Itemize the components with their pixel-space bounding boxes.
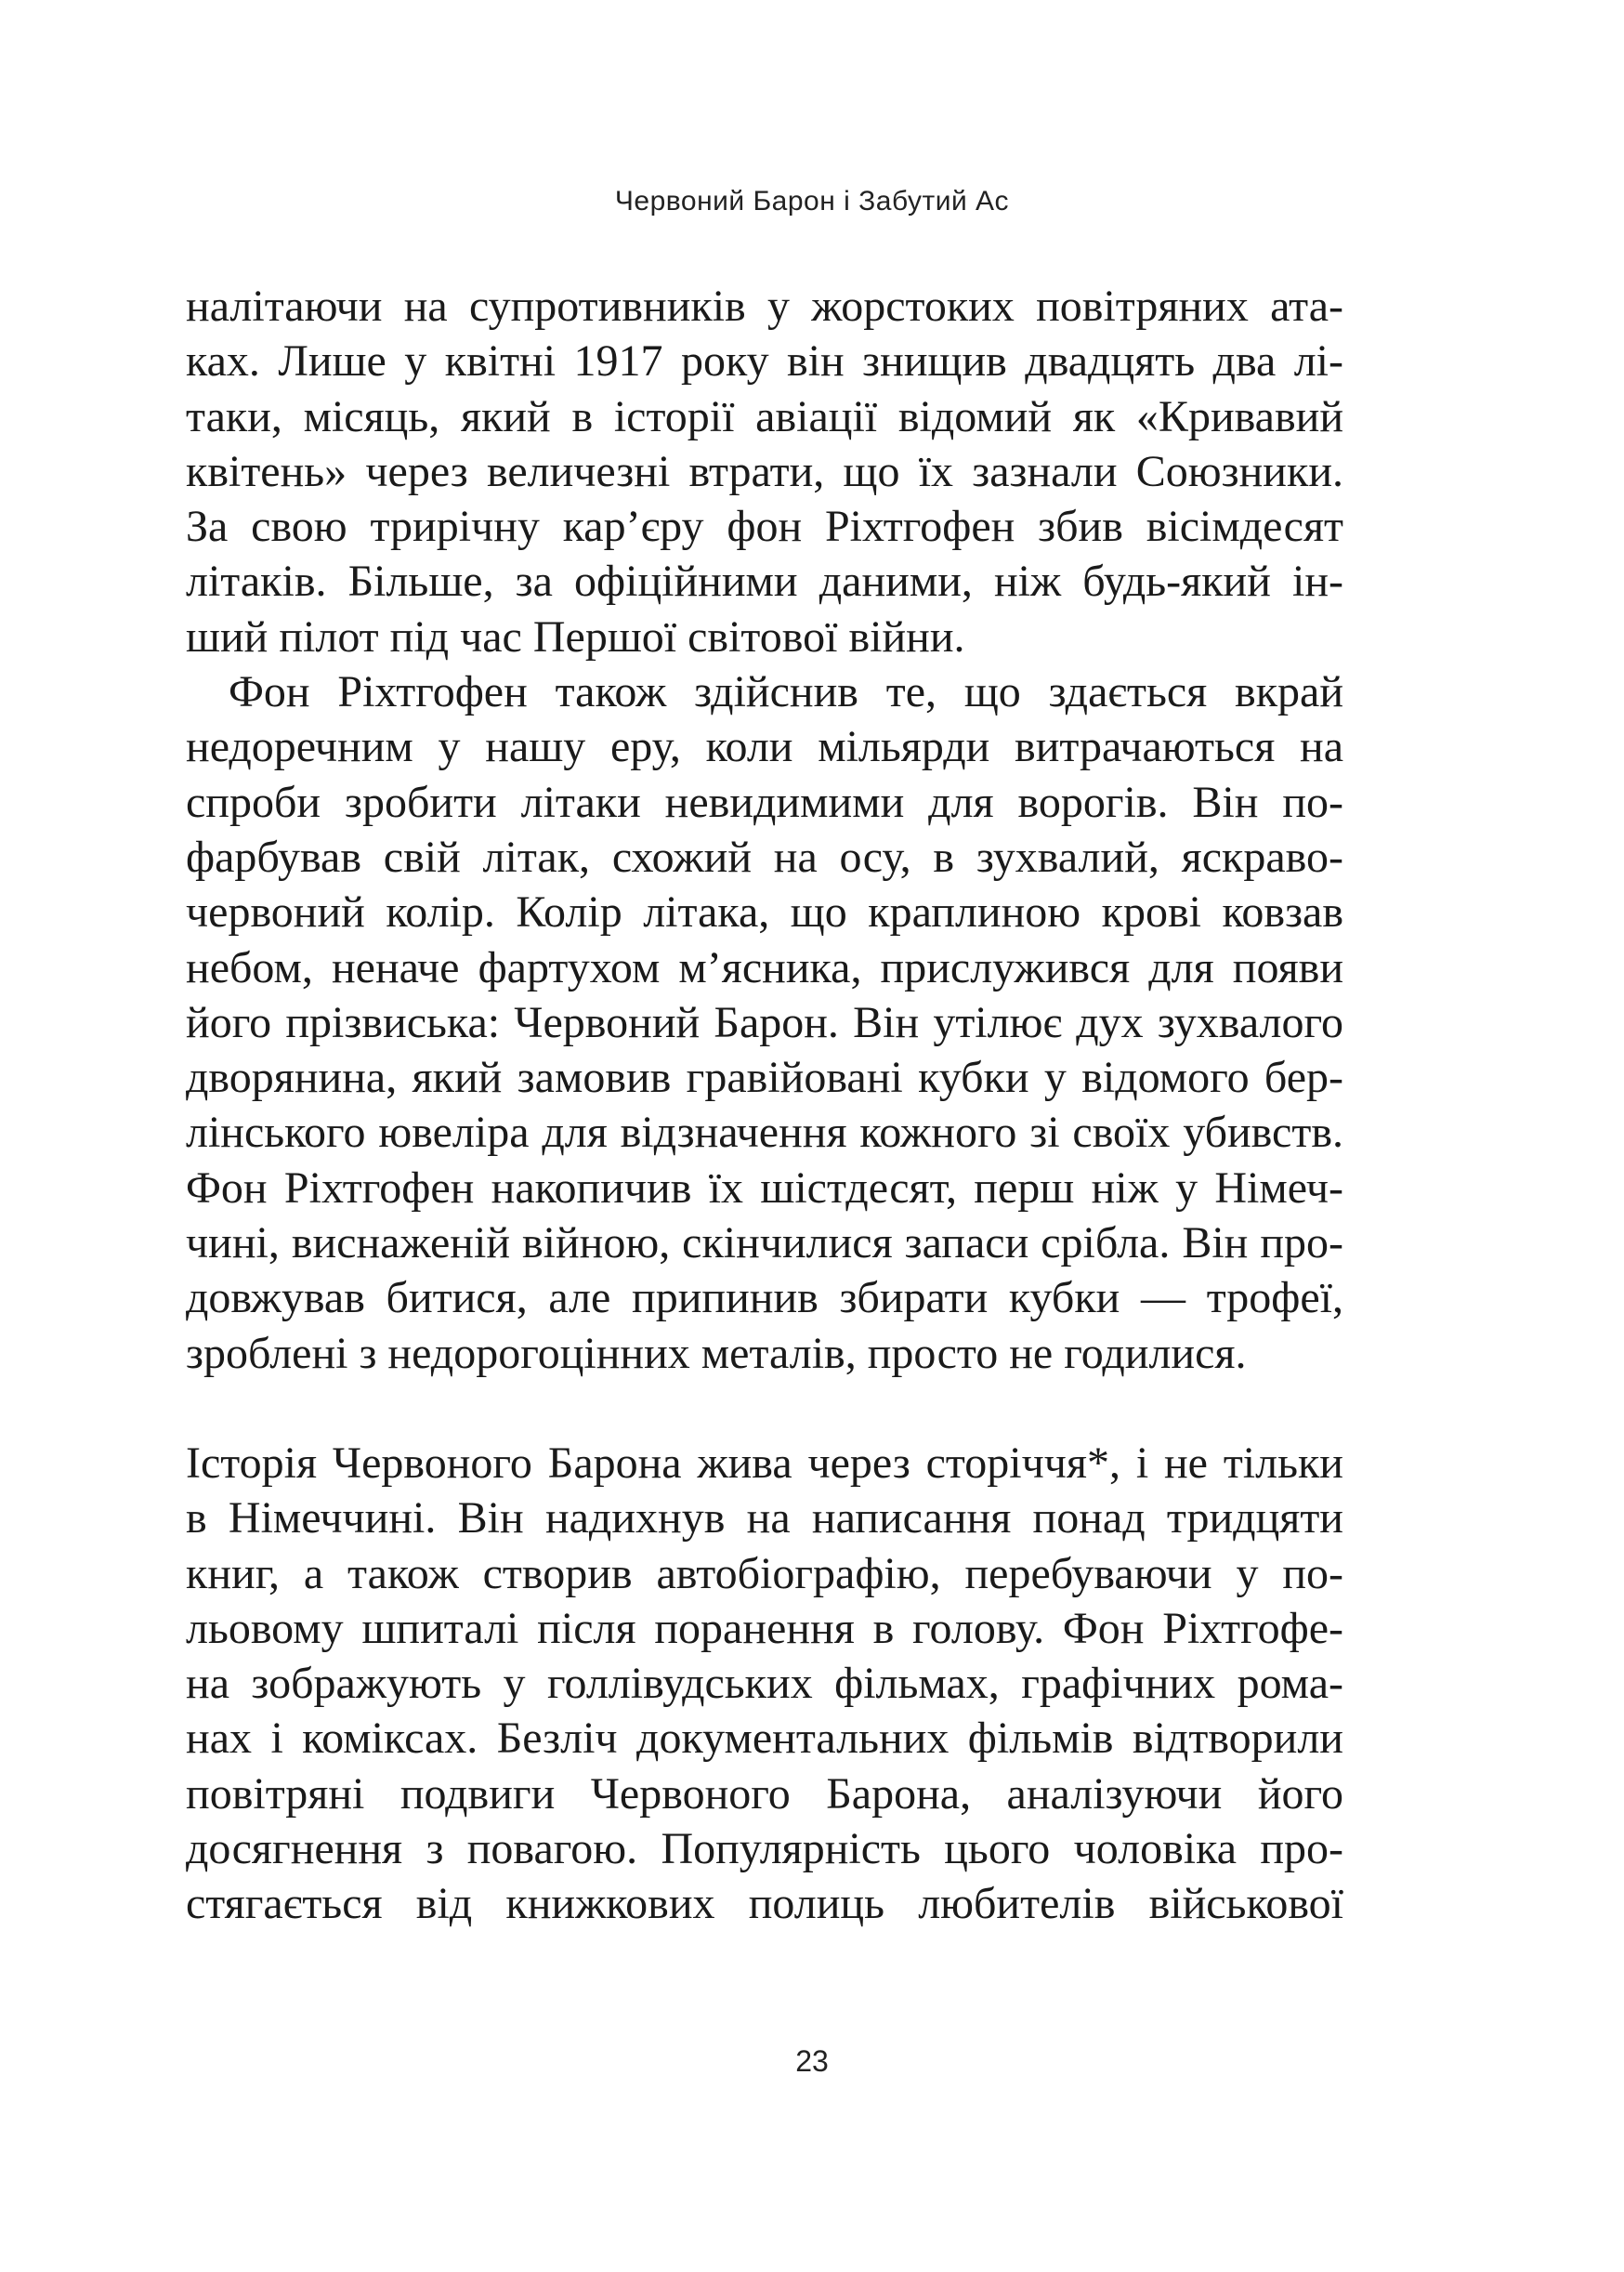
text-line: стягається від книжкових полиць любителів військової [186,1879,1343,1929]
text-line: зроблені з недорогоцінних металів, просто не годилися. [186,1328,1247,1378]
text-line: на зображують у голлівудських фільмах, графічних рома- [186,1659,1343,1709]
text-line: довжував битися, але припинив збирати кубки — трофеї, [186,1273,1343,1323]
text-line: налітаючи на супротивників у жорстоких повітряних ата- [186,282,1343,331]
text-line: небом, неначе фартухом м’ясника, прислужився для появи [186,942,1343,992]
text-line: спроби зробити літаки невидимими для ворогів. Він по- [186,777,1343,827]
text-line: літаків. Більше, за офіційними даними, ніж будь-який ін- [186,557,1343,607]
text-line: чині, виснаженій війною, скінчилися запаси срібла. Він про- [186,1218,1343,1268]
section-break [186,1381,1343,1436]
text-line: досягнення з повагою. Популярність цього чоловіка про- [186,1824,1343,1874]
body-text [186,279,1343,1932]
paragraph-1 [186,279,1343,664]
text-line: ший пілот під час Першої світової війни. [186,611,965,662]
text-line: недоречним у нашу еру, коли мільярди витрачаються на [186,722,1343,772]
text-line: Фон Ріхтгофен також здійснив те, що здається вкрай [229,667,1343,717]
text-line: червоний колір. Колір літака, що краплиною крові ковзав [186,887,1343,938]
text-line: Фон Ріхтгофен накопичив їх шістдесят, перш ніж у Німеч- [186,1162,1343,1213]
text-line: таки, місяць, який в історії авіації відомий як «Кривавий [186,391,1343,441]
text-line: нах і коміксах. Безліч документальних фільмів відтворили [186,1714,1343,1764]
text-line: льовому шпиталі після поранення в голову. Фон Ріхтгофе- [186,1603,1343,1653]
running-head: Червоний Барон і Забутий Ас [614,186,1010,217]
paragraph-2 [186,664,1343,1381]
page-number: 23 [795,2044,829,2078]
paragraph-3 [186,1436,1343,1932]
text-line: лінського ювеліра для відзначення кожного зі своїх убивств. [186,1108,1343,1158]
text-line: в Німеччині. Він надихнув на написання понад тридцяти [186,1493,1343,1543]
text-line: Історія Червоного Барона жива через сторіччя*, і не тільки [186,1438,1343,1488]
text-line: фарбував свій літак, схожий на осу, в зухвалий, яскраво- [186,832,1343,882]
text-line: квітень» через величезні втрати, що їх зазнали Союзники. [186,446,1343,496]
text-line: книг, а також створив автобіографію, перебуваючи у по- [186,1548,1343,1598]
text-line: його прізвиська: Червоний Барон. Він утілює дух зухвалого [186,997,1343,1047]
text-line: За свою трирічну кар’єру фон Ріхтгофен збив вісімдесят [186,502,1343,552]
text-line: повітряні подвиги Червоного Барона, аналізуючи його [186,1768,1343,1819]
text-line: дворянина, який замовив гравійовані кубки у відомого бер- [186,1053,1343,1103]
text-line: ках. Лише у квітні 1917 року він знищив двадцять два лі- [186,336,1343,387]
